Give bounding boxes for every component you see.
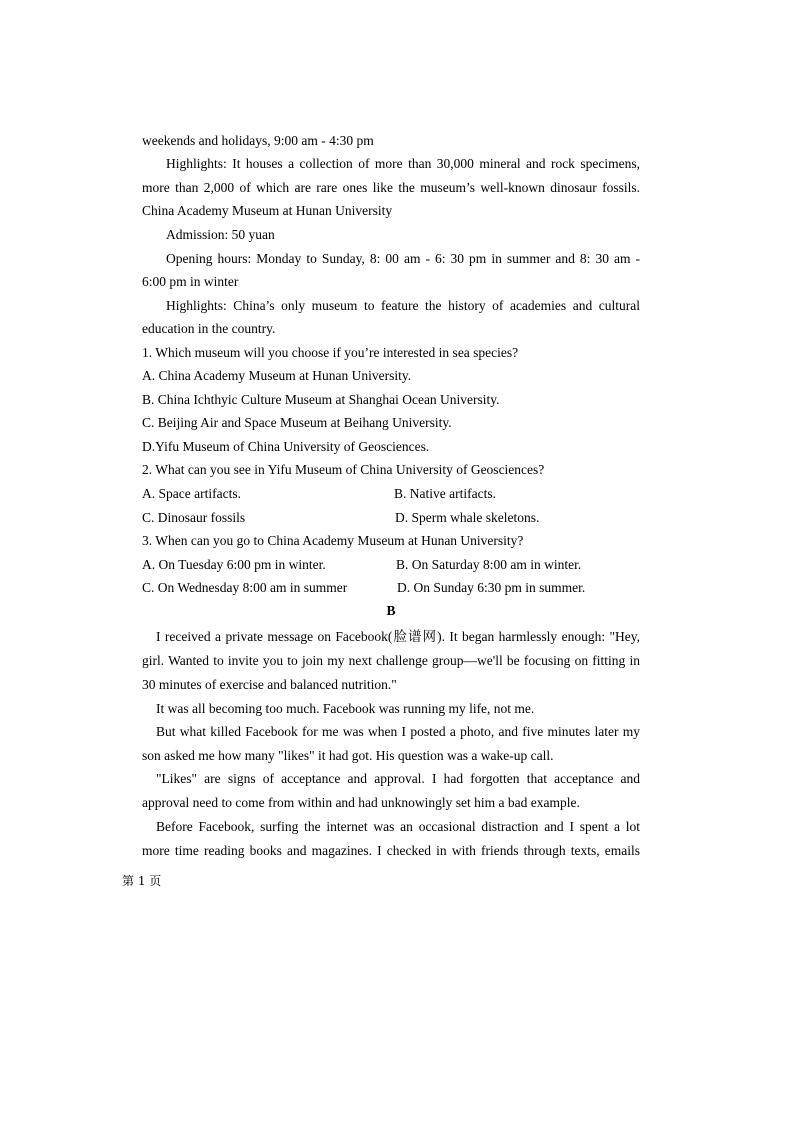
part-b-p3-line-2: son asked me how many "likes" it had got. His question was a wake-up call. <box>142 748 554 763</box>
question-1-option-c: C. Beijing Air and Space Museum at Beihang University. <box>142 415 452 430</box>
question-3-options-row-2 <box>142 578 640 598</box>
question-1-option-d: D.Yifu Museum of China University of Geosciences. <box>142 439 430 454</box>
question-2: 2. What can you see in Yifu Museum of China University of Geosciences? <box>142 462 545 477</box>
question-3-option-d: D. On Sunday 6:30 pm in summer. <box>397 580 586 595</box>
opening-hours-line-2: 6:00 pm in winter <box>142 274 239 289</box>
page-number: 第 1 页 <box>122 874 162 888</box>
part-b-p4-line-2: approval need to come from within and had unknowingly set him a bad example. <box>142 795 580 810</box>
part-b-p2: It was all becoming too much. Facebook was running my life, not me. <box>156 701 535 716</box>
museum-highlights-line-1: Highlights: China’s only museum to feature the history of academies and cultural <box>166 298 640 313</box>
opening-hours-line-1: Opening hours: Monday to Sunday, 8: 00 am - 6: 30 pm in summer and 8: 30 am - <box>166 251 640 266</box>
question-2-options-row-1 <box>142 484 640 504</box>
question-3-option-b: B. On Saturday 8:00 am in winter. <box>396 557 582 572</box>
question-2-option-b: B. Native artifacts. <box>394 486 496 501</box>
question-2-option-a: A. Space artifacts. <box>142 486 241 501</box>
question-3-option-a: A. On Tuesday 6:00 pm in winter. <box>142 557 326 572</box>
admission-line: Admission: 50 yuan <box>166 227 275 242</box>
part-b-p1-line-1: I received a private message on Facebook(脸谱网). It began harmlessly enough: "Hey, <box>156 629 640 644</box>
question-2-options-row-2 <box>142 508 640 528</box>
hours-line: weekends and holidays, 9:00 am - 4:30 pm <box>142 133 374 148</box>
part-b-p3-line-1: But what killed Facebook for me was when I posted a photo, and five minutes later my <box>156 724 640 739</box>
question-3-options-row-1 <box>142 555 640 575</box>
question-1: 1. Which museum will you choose if you’re interested in sea species? <box>142 345 519 360</box>
part-b-p1-line-2: girl. Wanted to invite you to join my next challenge group—we'll be focusing on fitting in <box>142 653 640 668</box>
highlights-line-2: more than 2,000 of which are rare ones like the museum’s well-known dinosaur fossils. <box>142 180 640 195</box>
question-3: 3. When can you go to China Academy Museum at Hunan University? <box>142 533 524 548</box>
question-1-option-b: B. China Ichthyic Culture Museum at Shanghai Ocean University. <box>142 392 500 407</box>
museum-highlights-line-2: education in the country. <box>142 321 276 336</box>
question-2-option-d: D. Sperm whale skeletons. <box>395 510 540 525</box>
question-1-option-a: A. China Academy Museum at Hunan University. <box>142 368 412 383</box>
museum-name: China Academy Museum at Hunan University <box>142 203 393 218</box>
part-b-p1-line-3: 30 minutes of exercise and balanced nutrition." <box>142 677 397 692</box>
part-b-p5-line-1: Before Facebook, surfing the internet was an occasional distraction and I spent a lot <box>156 819 640 834</box>
question-3-option-c: C. On Wednesday 8:00 am in summer <box>142 580 348 595</box>
section-b-heading: B <box>386 603 396 618</box>
part-b-p5-line-2: more time reading books and magazines. I checked in with friends through texts, emails <box>142 843 640 858</box>
part-b-p4-line-1: "Likes" are signs of acceptance and approval. I had forgotten that acceptance and <box>156 771 640 786</box>
highlights-line-1: Highlights: It houses a collection of more than 30,000 mineral and rock specimens, <box>166 156 640 171</box>
question-2-option-c: C. Dinosaur fossils <box>142 510 246 525</box>
